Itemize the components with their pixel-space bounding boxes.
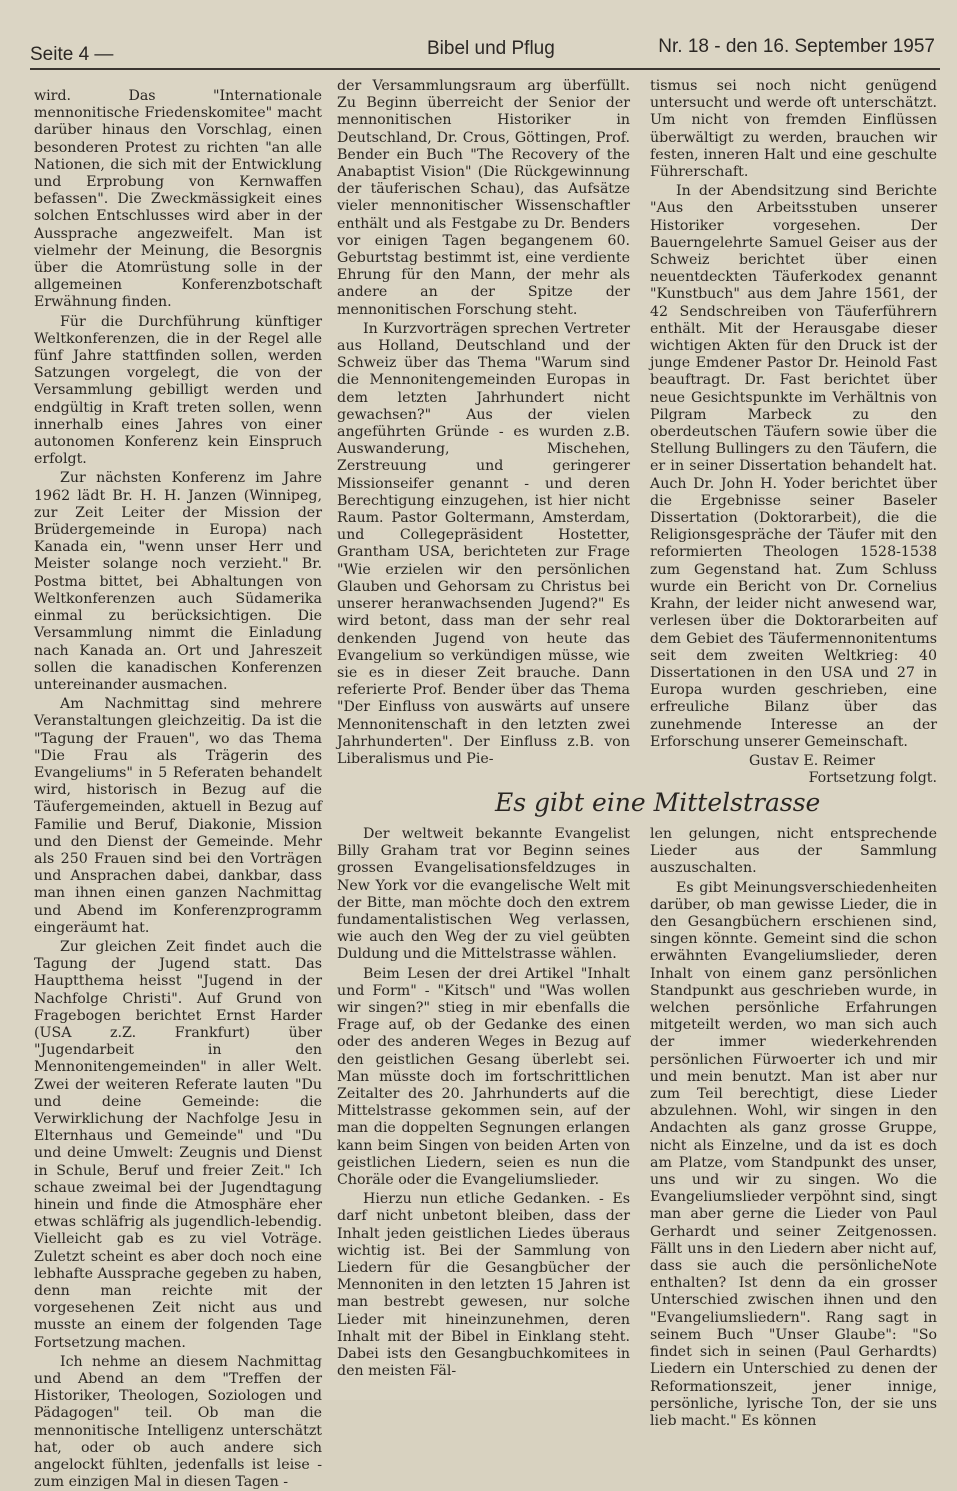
issue-date: Nr. 18 - den 16. September 1957	[658, 36, 935, 57]
column-2	[337, 78, 630, 768]
article2-column-2	[650, 826, 937, 1429]
paragraph: Beim Lesen der drei Artikel "Inhalt und Form" - "Kitsch" und "Was wollen wir singen?" stieg in mir ebenfalls die Frage auf, ob der Gedanke des einen oder des anderen Weges in Bezug auf den geistlichen Gesang überlebt sei. Man müsste doch im fortschrittlichen Zeitalter des 20. Jahrhunderts auf die Mittelstrasse gekommen sein, auf der man die doppelten Segnungen erlangen kann beim Singen von beiden Arten von geistlichen Liedern, seien es nun die Choräle oder die Evangeliumslieder.	[337, 965, 630, 1189]
paragraph: Der weltweit bekannte Evangelist Billy Graham trat vor Beginn seines grossen Evangelisationsfeldzuges in New York vor die evangelische Welt mit der Bitte, man möchte doch den extrem fundamentalistischen Weg verlassen, wie auch den Weg der zu viel geübten Duldung und die Mittelstrasse wählen.	[337, 826, 630, 963]
paragraph: Für die Durchführung künftiger Weltkonferenzen, die in der Regel alle fünf Jahre stattfinden sollen, werden Satzungen vorgelegt, die von der Versammlung gebilligt werden und endgültig in Kraft treten sollen, wenn innerhalb eines Jahres von einer autonomen Konferenz kein Einspruch erfolgt.	[34, 313, 322, 468]
publication-title: Bibel und Pflug	[427, 38, 555, 59]
paragraph: Zur nächsten Konferenz im Jahre 1962 lädt Br. H. H. Janzen (Winnipeg, zur Zeit Leiter der Mission der Brüdergemeinde in Europa) nach Kanada ein, "wenn unser Herr und Meister solange noch verzieht." Br. Postma bittet, bei Abhaltungen von Weltkonferenzen auch Südamerika einmal zu berücksichtigen. Die Versammlung nimmt die Einladung nach Kanada an. Ort und Jahreszeit sollen die kanadischen Konferenzen untereinander ausmachen.	[34, 470, 322, 693]
header-rule	[30, 68, 940, 70]
article-title: Es gibt eine Mittelstrasse	[495, 788, 821, 817]
page-number: Seite 4 —	[30, 44, 114, 65]
paragraph: tismus sei noch nicht genügend untersucht und werde oft unterschätzt. Um nicht von fremden Einflüssen überwältigt zu werden, brauchen wir festen, inneren Halt und eine geschulte Führerschaft.	[650, 78, 937, 181]
article2-column-1	[337, 826, 630, 1380]
continued-note: Fortsetzung folgt.	[808, 770, 937, 787]
paragraph: der Versammlungsraum arg überfüllt. Zu Beginn überreicht der Senior der mennonitischen Historiker in Deutschland, Dr. Crous, Göttingen, Prof. Bender ein Buch "The Recovery of the Anabaptist Vision" (Die Rückgewinnung der täuferischen Schau), das Aufsätze vieler mennonitischer Wissenschaftler enthält und als Festgabe zu Dr. Benders vor einigen Tagen begangenem 60. Geburtstag bestimmt ist, eine verdiente Ehrung für den Mann, der mehr als andere an der Spitze der mennonitischen Forschung steht.	[337, 78, 630, 318]
paragraph: wird. Das "Internationale mennonitische Friedenskomitee" macht darüber hinaus den Vorschlag, einen besonderen Protest zu richten "an alle Nationen, die sich mit der Entwicklung und Erprobung von Kernwaffen befassen". Die Zweckmässigkeit eines solchen Entschlusses wird aber in der Aussprache angezweifelt. Man ist vielmehr der Meinung, die Besorgnis über die Atomrüstung solle in der allgemeinen Konferenzbotschaft Erwähnung finden.	[34, 88, 322, 311]
paragraph: len gelungen, nicht entsprechende Lieder aus der Sammlung auszuschalten.	[650, 826, 937, 877]
column-1	[34, 88, 322, 1491]
paragraph: Hierzu nun etliche Gedanken. - Es darf nicht unbetont bleiben, dass der Inhalt jeden geistlichen Liedes überaus wichtig ist. Bei der Sammlung von Liedern für die Gesangbücher der Mennoniten in den letzten 15 Jahren ist man bestrebt gewesen, nur solche Lieder mit hineinzunehmen, deren Inhalt mit der Bibel in Einklang steht. Dabei ists den Gesangbuchkomitees in den meisten Fäl-	[337, 1191, 630, 1380]
paragraph: Zur gleichen Zeit findet auch die Tagung der Jugend statt. Das Hauptthema heisst "Jugend in der Nachfolge Christi". Auf Grund von Fragebogen berichtet Ernst Harder (USA z.Z. Frankfurt) über "Jugendarbeit in den Mennonitengemeinden" in aller Welt. Zwei der weiteren Referate lauten "Du und deine Gemeinde: die Verwirklichung der Nachfolge Jesu in Elternhaus und Gemeinde" und "Du und deine Umwelt: Zeugnis und Dienst in Schule, Beruf und freier Zeit." Ich schaue zweimal bei der Jugendtagung hinein und finde die Atmosphäre eher etwas schläfrig als jugendlich-lebendig. Vielleicht gab es zu viel Voträge. Zuletzt scheint es aber doch noch eine lebhafte Aussprache gegeben zu haben, denn man reichte mit der vorgesehenen Zeit nicht aus und musste an einem der folgenden Tage Fortsetzung machen.	[34, 938, 322, 1351]
author-signature: Gustav E. Reimer	[748, 752, 875, 769]
paragraph: In der Abendsitzung sind Berichte "Aus den Arbeitsstuben unserer Historiker vorgesehen. Der Bauerngelehrte Samuel Geiser aus der Schweiz berichtet über einen neuentdeckten Täuferkodex genannt "Kunstbuch" aus dem Jahre 1561, der 42 Sendschreiben von Täuferführern enthält. Mit der Herausgabe dieser wichtigen Akten für den Druck ist der junge Emdener Pastor Dr. Heinold Fast beauftragt. Dr. Fast berichtet über neue Gesichtspunkte im Verhältnis von Pilgram Marbeck zu den oberdeutschen Täufern sowie über die Stellung Bullingers zu den Täufern, die er in seiner Dissertation behandelt hat. Auch Dr. John H. Yoder berichtet über die Ergebnisse seiner Baseler Dissertation (Doktorarbeit), die die Religionsgespräche der Täufer mit den reformierten Theologen 1528-1538 zum Gegenstand hat. Zum Schluss wurde ein Bericht von Dr. Cornelius Krahn, der leider nicht anwesend war, verlesen über die Doktorarbeiten auf dem Gebiet des Täufermennonitentums seit dem zweiten Weltkrieg: 40 Dissertationen in den USA und 27 in Europa wurden geschrieben, eine erfreuliche Bilanz über das zunehmende Interesse an der Erforschung unserer Gemeinschaft.	[650, 183, 937, 750]
paragraph: Ich nehme an diesem Nachmittag und Abend an dem "Treffen der Historiker, Theologen, Soziologen und Pädagogen" teil. Ob man die mennonitische Intelligenz unterschätzt hat, oder ob auch andere sich angelockt fühlten, jedenfalls ist leise - zum einzigen Mal in diesen Tagen -	[34, 1353, 322, 1491]
paragraph: In Kurzvorträgen sprechen Vertreter aus Holland, Deutschland und der Schweiz über das Thema "Warum sind die Mennonitengemeinden Europas in dem letzten Jahrhundert nicht gewachsen?" Aus der vielen angeführten Gründe - es wurden z.B. Auswanderung, Mischehen, Zerstreuung und geringerer Missionseifer genannt - und deren Berechtigung einzugehen, ist hier nicht Raum. Pastor Goltermann, Amsterdam, und Collegepräsident Hostetter, Grantham USA, berichteten zur Frage "Wie erzielen wir den persönlichen Glauben und Gehorsam zu Christus bei unserer heranwachsenden Jugend?" Es wird betont, dass man der sehr real denkenden Jugend von heute das Evangelium so verkündigen müsse, wie sie es in dieser Zeit brauche. Dann referierte Prof. Bender über das Thema "Der Einfluss von auswärts auf unsere Mennonitenschaft in den letzten zwei Jahrhunderten". Der Einfluss z.B. von Liberalismus und Pie-	[337, 320, 630, 767]
paragraph: Es gibt Meinungsverschiedenheiten darüber, ob man gewisse Lieder, die in den Gesangbüchern erschienen sind, singen könnte. Gemeint sind die schon erwähnten Evangeliumslieder, deren Inhalt von einem ganz persönlichen Standpunkt aus geschrieben wurde, in welchen persönliche Erfahrungen mitgeteilt werden, wo man sich auch der immer wiederkehrenden persönlichen Fürwoerter ich und mir und mein benutzt. Man ist aber nur zum Teil berechtigt, diese Lieder abzulehnen. Wohl, wir singen in den Andachten als ganz grosse Gruppe, nicht als Einzelne, und da ist es doch am Platze, vom Standpunkt des unser, uns und wir zu singen. Wo die Evangeliumslieder verpöhnt sind, singt man aber gerne die Lieder von Paul Gerhardt und seiner Zeitgenossen. Fällt uns in den Liedern aber nicht auf, dass sie auch die persönlicheNote enthalten? Ist denn da ein grosser Unterschied zwischen ihnen und den "Evangeliumsliedern". Rang sagt in seinem Buch "Unser Glaube": "So findet sich in seinen (Paul Gerhardts) Liedern ein Unterschied zu denen der Reformationszeit, jener innige, persönliche, lyrische Ton, der sie uns lieb macht." Es können	[650, 879, 937, 1429]
column-3	[650, 78, 937, 787]
paragraph: Am Nachmittag sind mehrere Veranstaltungen gleichzeitig. Da ist die "Tagung der Frauen", wo das Thema "Die Frau als Trägerin des Evangeliums" in 5 Referaten behandelt wird, historisch in Bezug auf die Täufergemeinden, aktuell in Bezug auf Familie und Beruf, Diakonie, Mission und den Dienst der Gemeinde. Mehr als 250 Frauen sind bei den Vorträgen und Ansprachen dabei, dankbar, dass man ihnen einen ganzen Nachmittag und Abend im Konferenzprogramm eingeräumt hat.	[34, 696, 322, 936]
page-header	[30, 34, 935, 68]
